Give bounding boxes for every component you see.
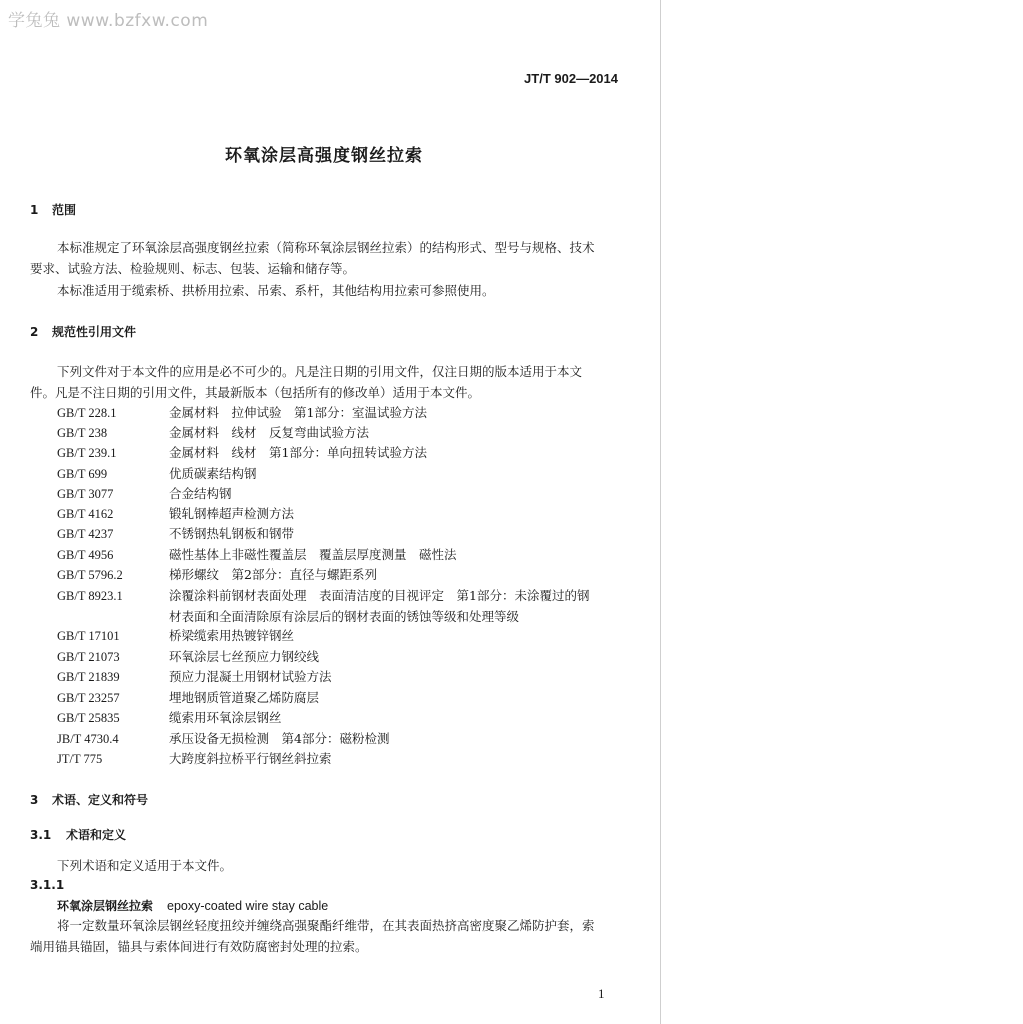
term-name-english: epoxy-coated wire stay cable [167, 899, 329, 913]
reference-code: JB/T 4730.4 [57, 732, 119, 746]
reference-code: JT/T 775 [57, 752, 103, 766]
reference-code: GB/T 228.1 [57, 406, 117, 420]
page-number: 1 [598, 986, 605, 1001]
reference-code: GB/T 21839 [57, 670, 120, 684]
reference-item [57, 586, 627, 628]
section-title: 术语、定义和符号 [52, 793, 149, 807]
reference-code: GB/T 4162 [57, 507, 114, 521]
paragraph-line: 将一定数量环氧涂层钢丝轻度扭绞并缠绕高强聚酯纤维带，在其表面热挤高密度聚乙烯防护套，索 [57, 918, 595, 933]
section-number: 3 [30, 793, 39, 807]
reference-title: 埋地钢质管道聚乙烯防腐层 [169, 690, 320, 705]
reference-title: 环氧涂层七丝预应力钢绞线 [169, 649, 320, 664]
section-number: 2 [30, 325, 39, 339]
reference-code: GB/T 23257 [57, 691, 120, 705]
reference-title: 承压设备无损检测 第4部分：磁粉检测 [169, 731, 390, 746]
reference-title: 磁性基体上非磁性覆盖层 覆盖层厚度测量 磁性法 [169, 547, 457, 562]
reference-title-continuation: 材表面和全面清除原有涂层后的钢材表面的锈蚀等级和处理等级 [169, 609, 520, 624]
reference-title: 涂覆涂料前钢材表面处理 表面清洁度的目视评定 第1部分：未涂覆过的钢 [169, 588, 590, 603]
paragraph-line: 下列文件对于本文件的应用是必不可少的。凡是注日期的引用文件，仅注日期的版本适用于本文 [57, 364, 583, 379]
reference-code: GB/T 4956 [57, 548, 114, 562]
section-2-heading [30, 323, 136, 340]
paragraph-line: 端用锚具锚固，锚具与索体间进行有效防腐密封处理的拉索。 [30, 939, 368, 954]
reference-code: GB/T 8923.1 [57, 589, 123, 603]
section-3-heading [30, 791, 148, 808]
reference-title: 预应力混凝土用钢材试验方法 [169, 669, 332, 684]
paragraph-line: 下列术语和定义适用于本文件。 [57, 858, 233, 873]
reference-title: 金属材料 拉伸试验 第1部分：室温试验方法 [169, 405, 427, 420]
term-name-chinese: 环氧涂层钢丝拉索 [57, 899, 154, 913]
standard-code: JT/T 902—2014 [524, 71, 618, 86]
paragraph-line: 要求、试验方法、检验规则、标志、包装、运输和储存等。 [30, 261, 356, 276]
reference-code: GB/T 25835 [57, 711, 120, 725]
reference-title: 大跨度斜拉桥平行钢丝斜拉索 [169, 751, 332, 766]
reference-code: GB/T 5796.2 [57, 568, 123, 582]
reference-title: 不锈钢热轧钢板和钢带 [169, 526, 295, 541]
section-number: 1 [30, 203, 39, 217]
subsection-number: 3.1 [30, 828, 52, 842]
term-number: 3.1.1 [30, 878, 65, 892]
reference-code: GB/T 239.1 [57, 446, 117, 460]
paragraph-line: 本标准适用于缆索桥、拱桥用拉索、吊索、系杆，其他结构用拉索可参照使用。 [57, 283, 495, 298]
reference-title: 优质碳素结构钢 [169, 466, 257, 481]
reference-title: 桥梁缆索用热镀锌钢丝 [169, 628, 295, 643]
reference-code: GB/T 17101 [57, 629, 120, 643]
reference-code: GB/T 4237 [57, 527, 114, 541]
reference-title: 金属材料 线材 反复弯曲试验方法 [169, 425, 370, 440]
watermark-text: 学兔兔 www.bzfxw.com [8, 11, 209, 31]
blank-area [661, 0, 1023, 1024]
reference-code: GB/T 21073 [57, 650, 120, 664]
reference-code: GB/T 3077 [57, 487, 114, 501]
term-entry [57, 897, 328, 914]
reference-title: 金属材料 线材 第1部分：单向扭转试验方法 [169, 445, 427, 460]
section-1-heading [30, 201, 76, 218]
reference-title: 合金结构钢 [169, 486, 232, 501]
reference-code: GB/T 238 [57, 426, 108, 440]
reference-title: 锻轧钢棒超声检测方法 [169, 506, 295, 521]
reference-title: 缆索用环氧涂层钢丝 [169, 710, 282, 725]
reference-title: 梯形螺纹 第2部分：直径与螺距系列 [169, 567, 377, 582]
section-title: 规范性引用文件 [52, 325, 137, 339]
subsection-title: 术语和定义 [66, 828, 127, 842]
paragraph-line: 本标准规定了环氧涂层高强度钢丝拉索（简称环氧涂层钢丝拉索）的结构形式、型号与规格、技术 [57, 240, 595, 255]
section-title: 范围 [52, 203, 77, 217]
document-title: 环氧涂层高强度钢丝拉索 [225, 146, 423, 166]
subsection-3-1-heading [30, 826, 126, 843]
reference-code: GB/T 699 [57, 467, 108, 481]
paragraph-line: 件。凡是不注日期的引用文件，其最新版本（包括所有的修改单）适用于本文件。 [30, 385, 481, 400]
